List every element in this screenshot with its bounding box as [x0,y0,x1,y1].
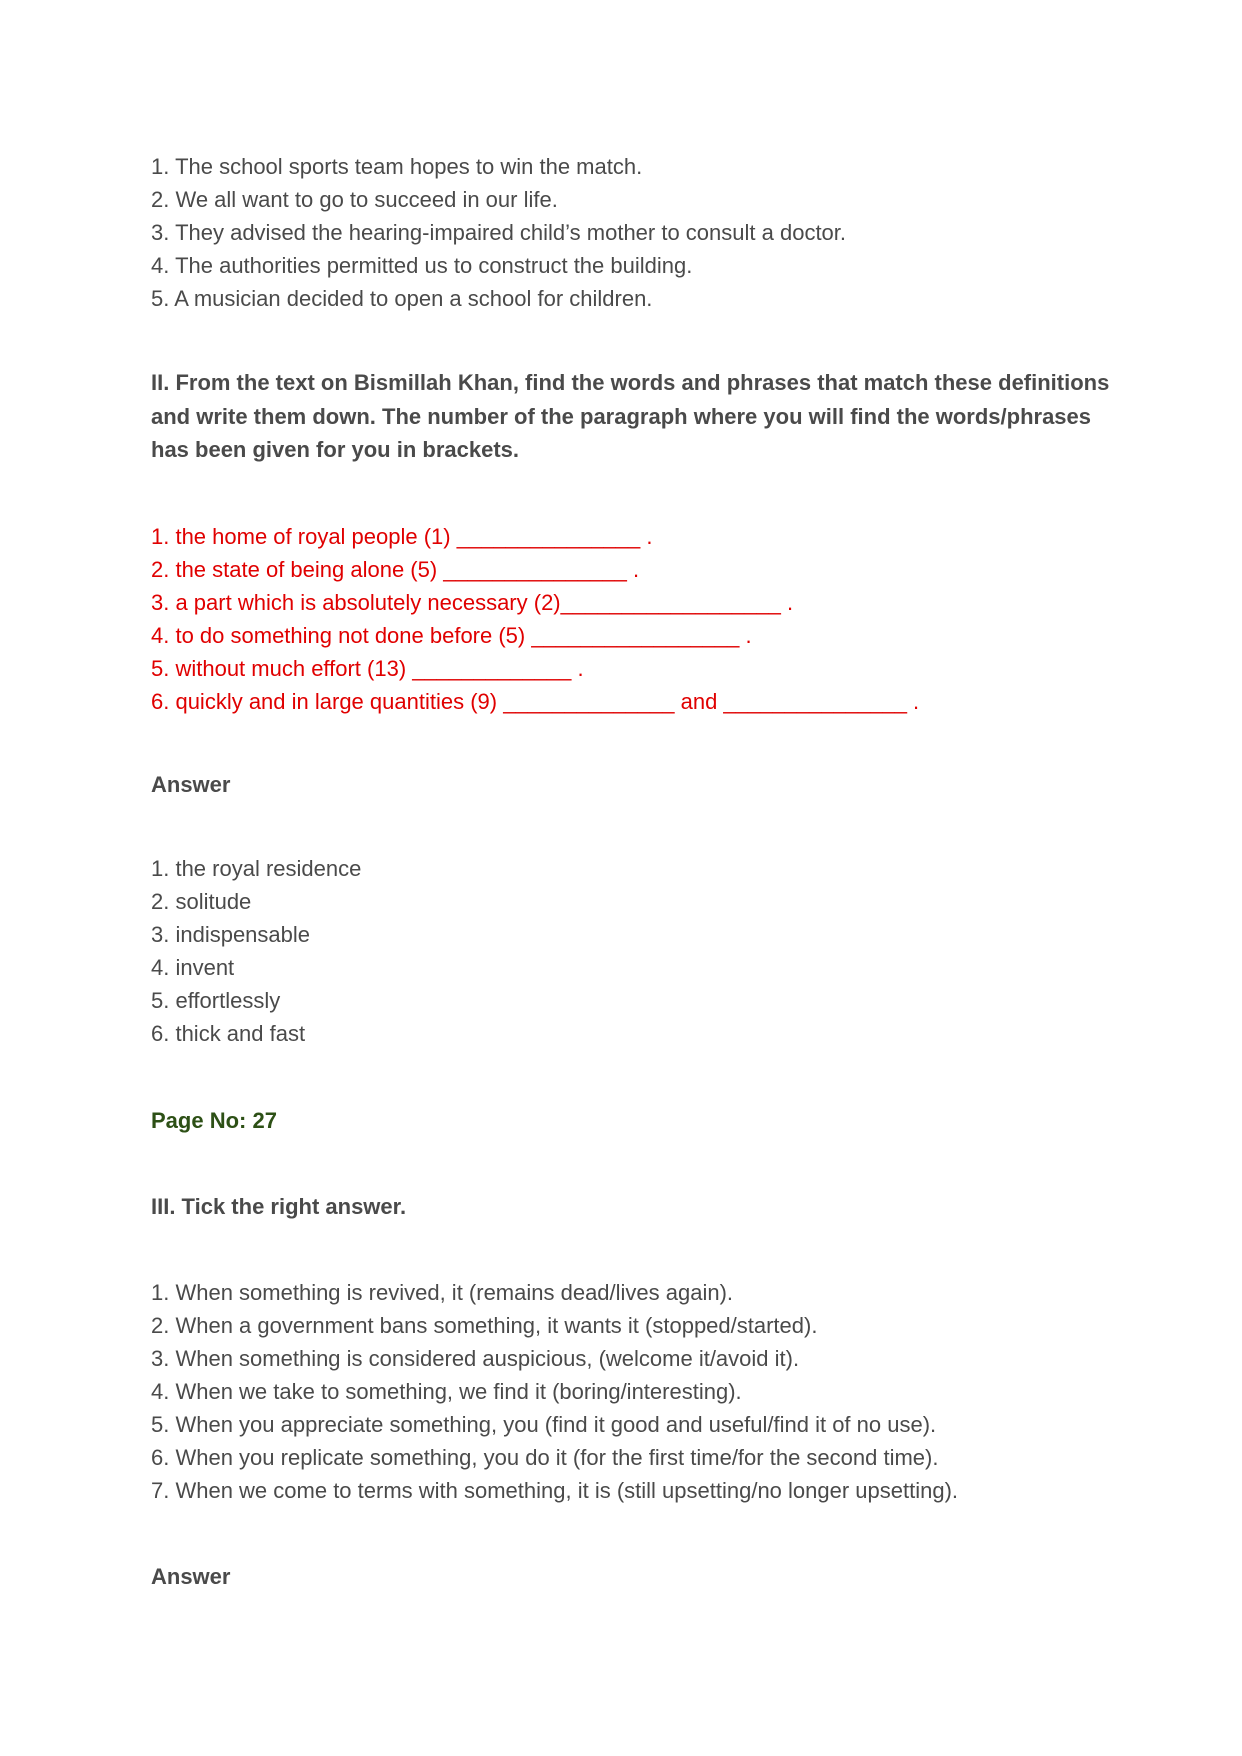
section3-heading: III. Tick the right answer. [151,1194,407,1219]
question-item: 1. When something is revived, it (remains dead/lives again). [151,1280,734,1305]
section3-questions [151,1276,958,1507]
question-item: 4. to do something not done before (5) _________________ . [151,623,752,648]
list-item: 5. A musician decided to open a school for children. [151,286,653,311]
question-item: 2. When a government bans something, it wants it (stopped/started). [151,1313,818,1338]
question-item: 6. quickly and in large quantities (9) ______________ and _______________ . [151,689,920,714]
list-item: 2. We all want to go to succeed in our life. [151,187,558,212]
question-item: 5. When you appreciate something, you (find it good and useful/find it of no use). [151,1412,937,1437]
answer-item: 1. the royal residence [151,856,362,881]
answer-item: 6. thick and fast [151,1021,306,1046]
section2-heading: II. From the text on Bismillah Khan, find the words and phrases that match these definitions and write them down. The number of the paragraph where you will find the words/phrases has been given for you in brackets. [151,370,1110,462]
question-item: 4. When we take to something, we find it (boring/interesting). [151,1379,742,1404]
question-item: 2. the state of being alone (5) _______________ . [151,557,640,582]
page-number: Page No: 27 [151,1108,277,1133]
answer-item: 3. indispensable [151,922,311,947]
question-item: 3. a part which is absolutely necessary (2)__________________ . [151,590,794,615]
section2-answers [151,852,361,1050]
section1-list [151,150,846,315]
list-item: 3. They advised the hearing-impaired child’s mother to consult a doctor. [151,220,847,245]
question-item: 3. When something is considered auspicious, (welcome it/avoid it). [151,1346,800,1371]
answer-item: 4. invent [151,955,235,980]
answer-item: 5. effortlessly [151,988,281,1013]
answer-heading: Answer [151,1564,231,1589]
list-item: 1. The school sports team hopes to win the match. [151,154,643,179]
section2-questions [151,520,919,718]
question-item: 5. without much effort (13) _____________ . [151,656,584,681]
question-item: 7. When we come to terms with something, it is (still upsetting/no longer upsetting). [151,1478,959,1503]
answer-heading: Answer [151,772,231,797]
answer-item: 2. solitude [151,889,252,914]
question-item: 1. the home of royal people (1) _______________ . [151,524,653,549]
list-item: 4. The authorities permitted us to construct the building. [151,253,693,278]
question-item: 6. When you replicate something, you do it (for the first time/for the second time). [151,1445,939,1470]
